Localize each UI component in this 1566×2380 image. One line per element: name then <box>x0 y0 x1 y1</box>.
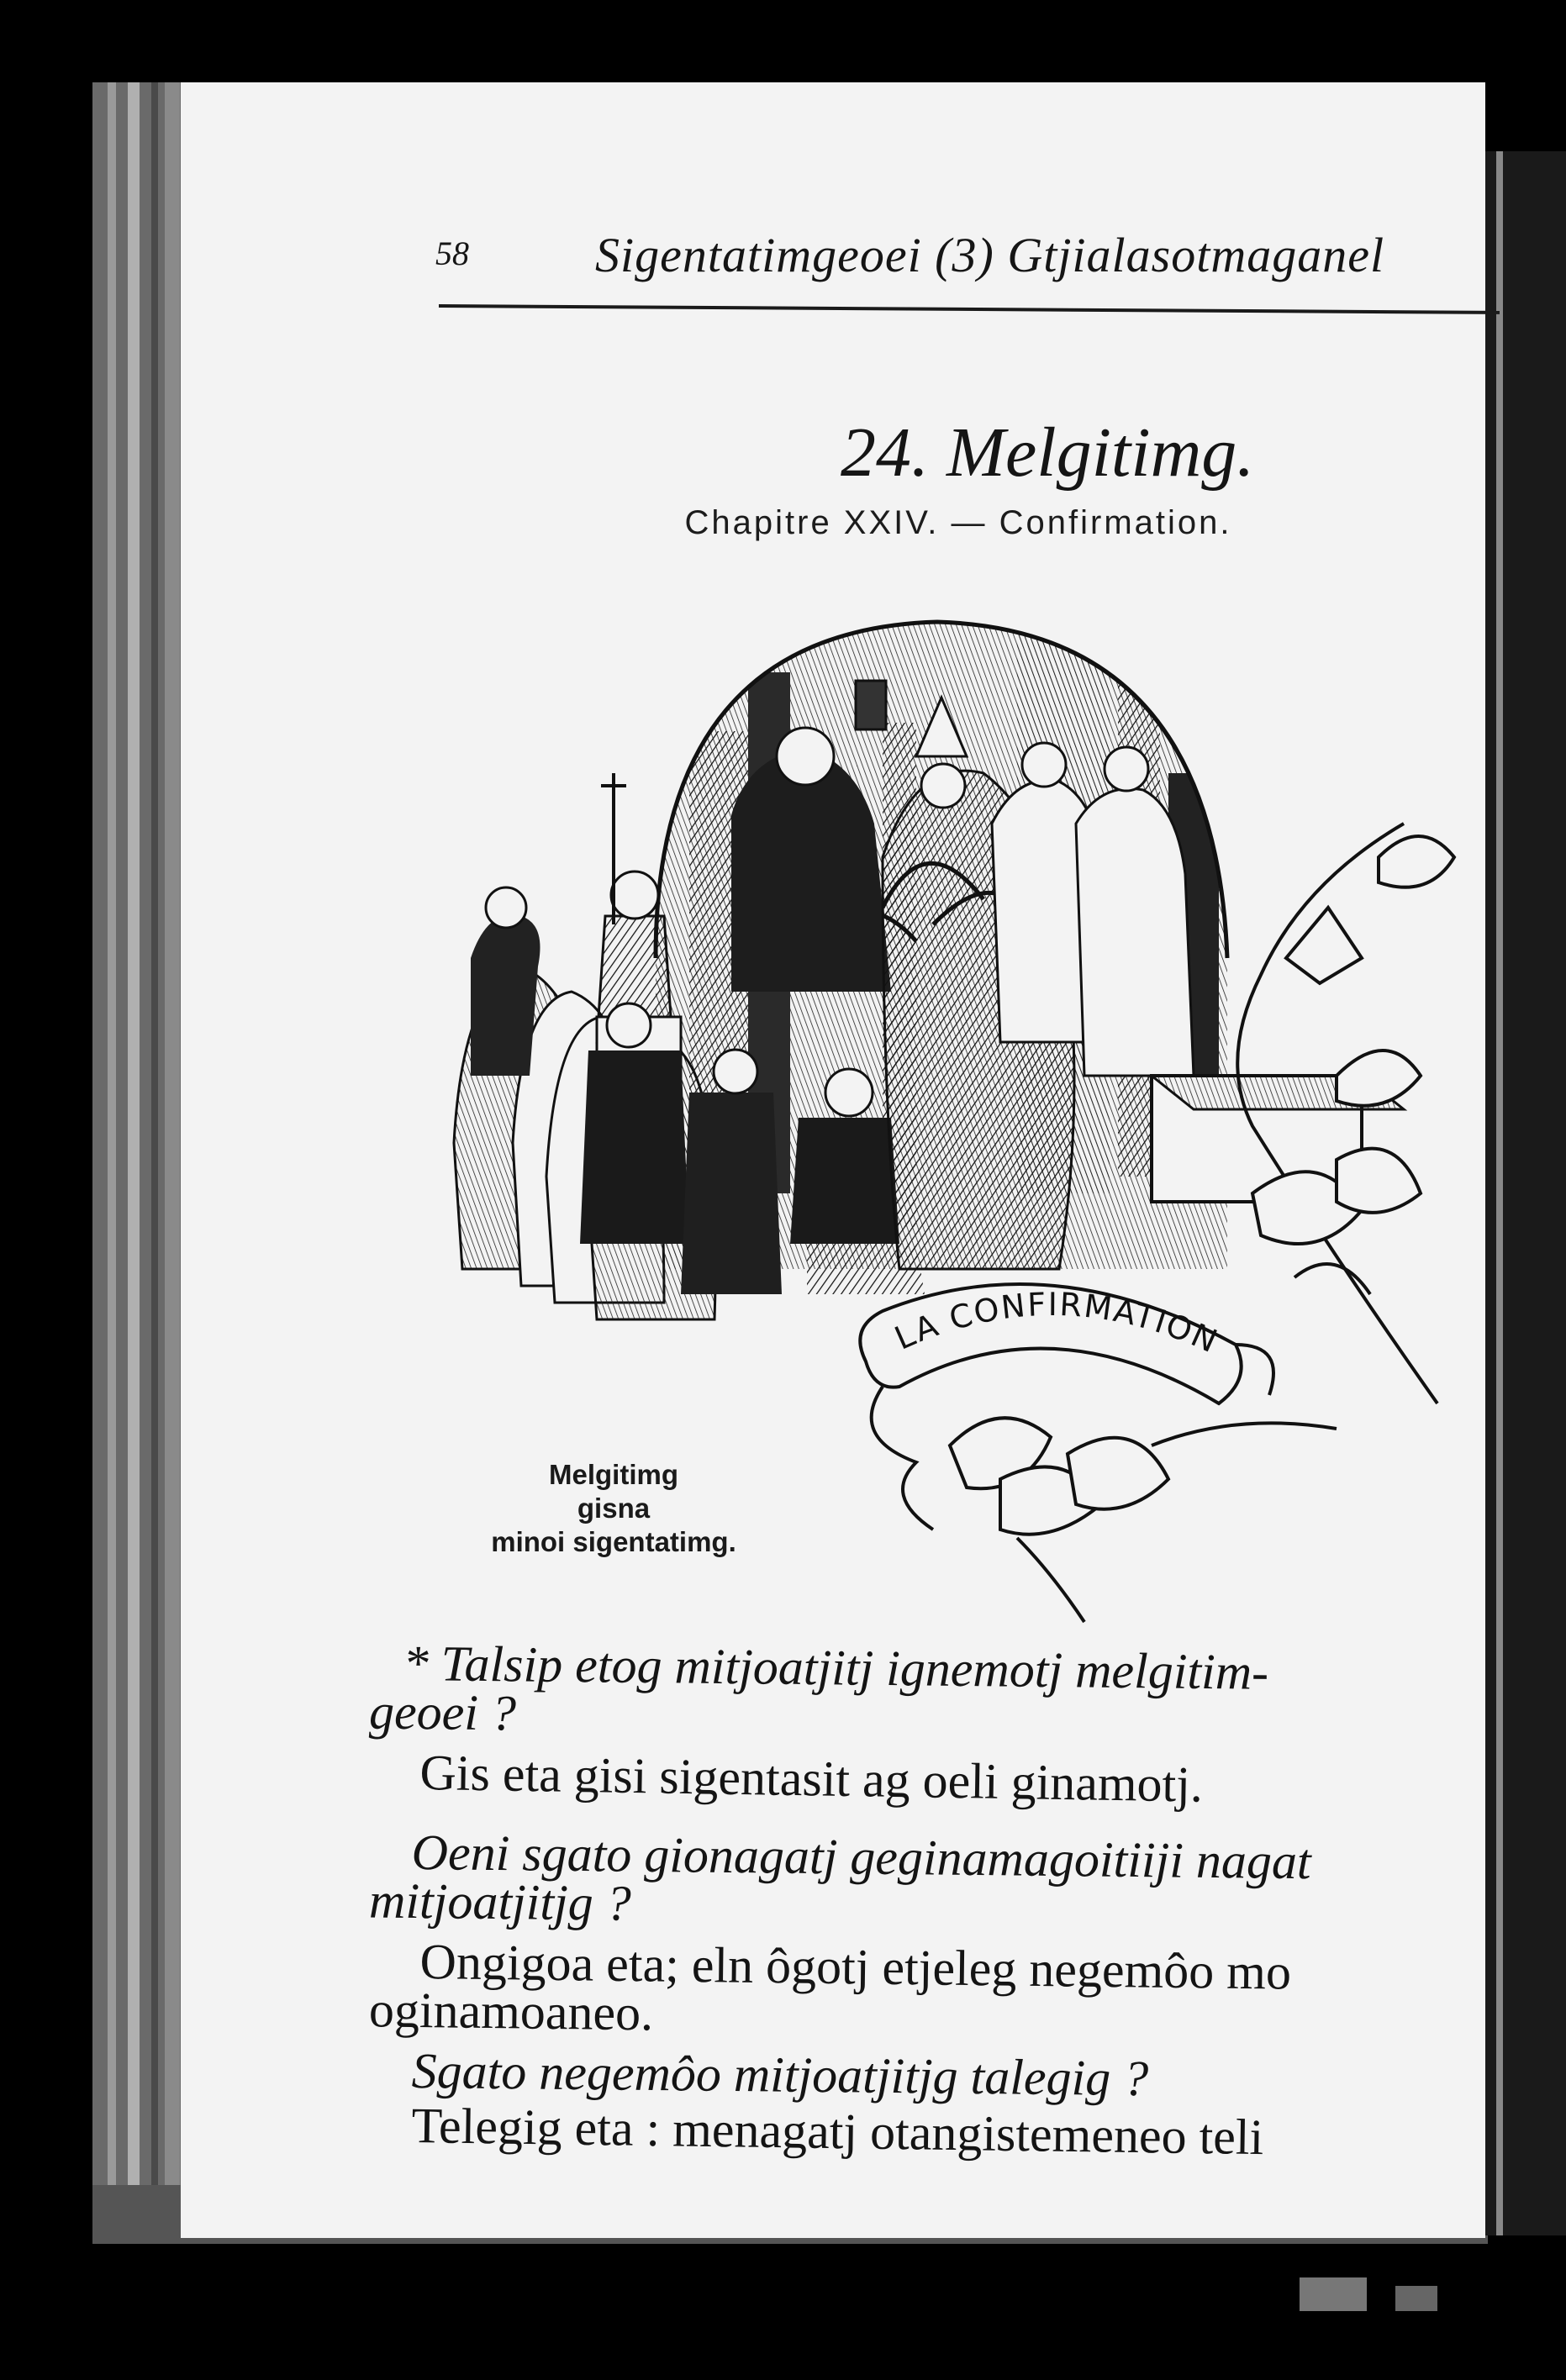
question-paragraph <box>368 1824 1496 1937</box>
answer-paragraph <box>368 1934 1505 2048</box>
text-line: mitjoatjitjg ? <box>368 1872 632 1931</box>
caption-line: minoi sigentatimg. <box>491 1526 736 1557</box>
chapter-subtitle: Chapitre XXIV. — Confirmation. <box>684 504 1232 541</box>
lily-cluster <box>950 1418 1337 1622</box>
page-number: 58 <box>435 234 469 272</box>
text-line: geoei ? <box>368 1683 517 1741</box>
illustration-caption <box>437 1458 790 1559</box>
text-line: Sgato negemôo mitjoatjitjg talegig ? <box>411 2043 1149 2107</box>
text-line: Gis eta gisi sigentasit ag oeli ginamotj. <box>419 1745 1204 1813</box>
question-paragraph <box>411 2043 1496 2107</box>
chapter-title: 24. Melgitimg. <box>841 413 1255 492</box>
page-header <box>252 228 1496 309</box>
banner-text: LA CONFIRMATION <box>888 1285 1225 1361</box>
text-line: oginamoaneo. <box>368 1982 654 2041</box>
caption-line: gisna <box>577 1493 651 1524</box>
text-line: Ongigoa eta; eln ôgotj etjeleg negemôo mo <box>419 1934 1292 2000</box>
running-title: Sigentatimgeoei (3) Gtjialasotmaganel <box>595 228 1385 282</box>
text-line: Telegig eta : menagatj otangistemeneo teli <box>411 2098 1264 2166</box>
text-line: Oeni sgato gionagatj geginamagoitiiji nagat <box>411 1824 1311 1890</box>
text-line: * Talsip etog mitjoatjitj ignemotj melgitim- <box>403 1635 1269 1700</box>
question-paragraph <box>368 1635 1454 1747</box>
caption-line: Melgitimg <box>549 1459 678 1490</box>
